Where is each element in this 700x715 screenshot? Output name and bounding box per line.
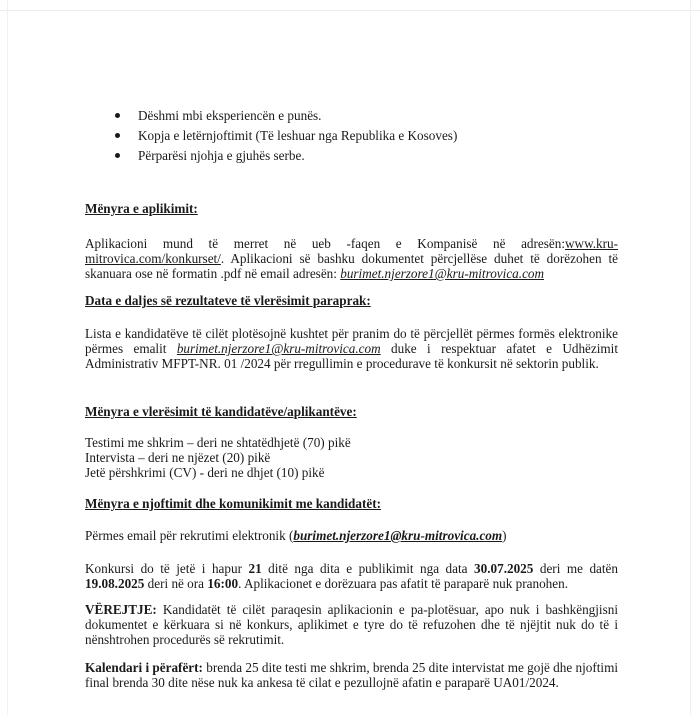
application-heading: Mënyra e aplikimit: bbox=[85, 201, 198, 216]
website-link[interactable]: www.kru-mitrovica.com/konkurset/ bbox=[85, 236, 618, 266]
requirements-list bbox=[110, 107, 457, 167]
email-link[interactable]: burimet.njerzore1@kru-mitrovica.com bbox=[176, 341, 381, 356]
top-rule bbox=[0, 10, 700, 11]
evaluation-line: Intervista – deri ne njëzet (20) pikë bbox=[85, 450, 271, 465]
email-link[interactable]: burimet.njerzore1@kru-mitrovica.com bbox=[293, 528, 503, 543]
results-paragraph: Lista e kandidatëve të cilët plotësojnë kushtet për pranim do të përcjellët përmes formës elektronike përmes emalit burimet.njerzore1@kru-mitrovica.com duke i respektuar afatet e Udhëzimit Administrativ MFPT-NR. 01 /2024 për rregullimin e procedurave të konkursit në sektorin publik. bbox=[85, 326, 618, 371]
competition-paragraph: Konkursi do të jetë i hapur 21 ditë nga dita e publikimit nga data 30.07.2025 deri me datën 19.08.2025 deri në ora 16:00. Aplikacionet e dorëzuara pas afatit të paraparë nuk pranohen. bbox=[85, 561, 619, 591]
application-paragraph: Aplikacioni mund të merret në ueb -faqen e Kompanisë në adresën:www.kru-mitrovica.com/konkurset/. Aplikacioni së bashku dokumentet përcjellëse duhet të dorëzohen të skanuara ose në formatin .pdf në email adresën: burimet.njerzore1@kru-mitrovica.com bbox=[85, 236, 618, 281]
list-item: Përparësi njohja e gjuhës serbe. bbox=[110, 147, 457, 167]
note-paragraph: VËREJTJE: Kandidatët të cilët paraqesin aplikacionin e pa-plotësuar, apo nuk i bashkëngjisni dokumentet e kërkuara si në konkurs, aplikimet e tyre do të refuzohen dhe të njëjtit nuk do të i nënshtrohen procedurës së rekrutimit. bbox=[85, 602, 618, 647]
notification-paragraph: Përmes email për rekrutimi elektronik (burimet.njerzore1@kru-mitrovica.com) bbox=[85, 528, 507, 543]
note-label: VËREJTJE: bbox=[85, 602, 157, 617]
notification-heading: Mënyra e njoftimit dhe komunikimit me kandidatët: bbox=[85, 496, 381, 511]
evaluation-line: Jetë përshkrimi (CV) - deri ne dhjet (10) pikë bbox=[85, 465, 325, 480]
list-item: Dëshmi mbi eksperiencën e punës. bbox=[110, 107, 457, 127]
evaluation-line: Testimi me shkrim – deri ne shtatëdhjetë (70) pikë bbox=[85, 435, 351, 450]
bullet-icon bbox=[115, 133, 120, 138]
right-edge bbox=[690, 0, 691, 715]
evaluation-lines bbox=[85, 435, 618, 480]
results-heading: Data e daljes së rezultateve të vlerësimit paraprak: bbox=[85, 293, 371, 308]
evaluation-heading: Mënyra e vlerësimit të kandidatëve/aplikantëve: bbox=[85, 404, 357, 419]
left-edge bbox=[7, 0, 8, 715]
calendar-label: Kalendari i përafërt: bbox=[85, 660, 203, 675]
bullet-icon bbox=[115, 113, 120, 118]
email-link[interactable]: burimet.njerzore1@kru-mitrovica.com bbox=[340, 266, 545, 281]
list-item: Kopja e letërnjoftimit (Të leshuar nga Republika e Kosoves) bbox=[110, 127, 457, 147]
calendar-paragraph: Kalendari i përafërt: brenda 25 dite testi me shkrim, brenda 25 dite intervistat me gojë dhe njoftimi final brenda 30 dite nëse nuk ka ankesa të cilat e pezullojnë afatin e paraparë UA01/2024. bbox=[85, 660, 618, 690]
bullet-icon bbox=[115, 153, 120, 158]
